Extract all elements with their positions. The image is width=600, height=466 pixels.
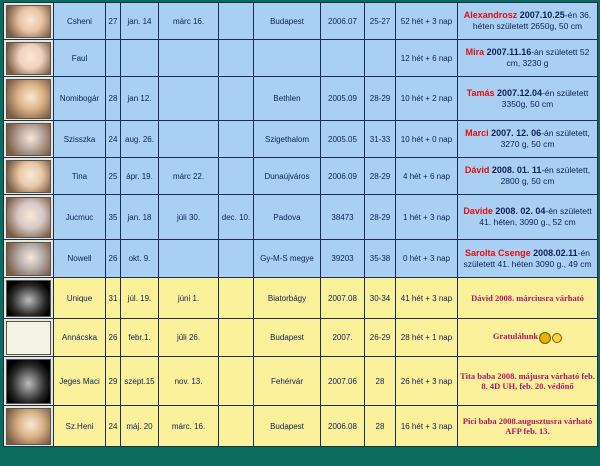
table-row bbox=[4, 3, 598, 40]
name-cell: Sz.Heni bbox=[54, 406, 106, 447]
baby-name: Marci bbox=[465, 128, 489, 139]
date-cell bbox=[159, 121, 219, 158]
date-cell bbox=[159, 240, 219, 278]
photo-cell bbox=[4, 319, 54, 357]
name-cell: Tina bbox=[54, 158, 106, 195]
baby-name: Tamás bbox=[466, 87, 495, 98]
table-row bbox=[4, 278, 598, 319]
date-cell: jan 12. bbox=[121, 77, 159, 121]
date-cell: jan. 18 bbox=[121, 195, 159, 240]
baby-photo bbox=[6, 160, 51, 193]
bmi-cell: 28-29 bbox=[365, 158, 396, 195]
week-cell: 41 hét + 3 nap bbox=[396, 278, 458, 319]
table-body bbox=[4, 3, 598, 447]
age-cell: 26 bbox=[106, 240, 121, 278]
city-cell: Budapest bbox=[254, 406, 321, 447]
bmi-cell: 28 bbox=[365, 357, 396, 406]
date-cell bbox=[219, 158, 254, 195]
date-cell bbox=[159, 40, 219, 77]
year-cell: 39203 bbox=[321, 240, 365, 278]
week-cell: 4 hét + 6 nap bbox=[396, 158, 458, 195]
date-cell: jan. 14 bbox=[121, 3, 159, 40]
expected-note: Tita baba 2008. májusra várható feb. 8. 4D UH, feb. 20. védőnő bbox=[460, 370, 595, 391]
date-cell bbox=[121, 40, 159, 77]
baby-photo bbox=[6, 242, 51, 276]
baby-name: Mira bbox=[465, 47, 485, 58]
week-cell: 12 hét + 6 nap bbox=[396, 40, 458, 77]
name-cell: Jucmuc bbox=[54, 195, 106, 240]
date-cell bbox=[219, 357, 254, 406]
year-cell: 38473 bbox=[321, 195, 365, 240]
date-cell bbox=[219, 319, 254, 357]
bmi-cell: 28-29 bbox=[365, 195, 396, 240]
expected-note-cell bbox=[458, 319, 598, 357]
age-cell: 35 bbox=[106, 195, 121, 240]
table-row bbox=[4, 240, 598, 278]
week-cell: 16 hét + 3 nap bbox=[396, 406, 458, 447]
bmi-cell: 26-29 bbox=[365, 319, 396, 357]
photo-cell bbox=[4, 158, 54, 195]
table-row bbox=[4, 40, 598, 77]
bmi-cell: 25-27 bbox=[365, 3, 396, 40]
photo-cell bbox=[4, 240, 54, 278]
ultrasound-image bbox=[6, 359, 51, 404]
year-cell: 2005.09 bbox=[321, 77, 365, 121]
smiley-icon bbox=[552, 333, 562, 343]
baby-name: Sarolta Csenge bbox=[465, 247, 531, 258]
birth-details: -én született, 2800 g, 50 cm bbox=[500, 165, 591, 187]
age-cell: 27 bbox=[106, 3, 121, 40]
age-cell bbox=[106, 40, 121, 77]
birth-details: -án született, 3270 g, 50 cm bbox=[500, 128, 590, 150]
expected-note-cell bbox=[458, 278, 598, 319]
photo-cell bbox=[4, 3, 54, 40]
age-cell: 24 bbox=[106, 406, 121, 447]
age-cell: 29 bbox=[106, 357, 121, 406]
baby-photo bbox=[6, 79, 51, 119]
birth-date: 2007.10.25 bbox=[517, 10, 565, 21]
age-cell: 26 bbox=[106, 319, 121, 357]
birth-date: 2007.12.04 bbox=[494, 87, 543, 98]
table-row bbox=[4, 406, 598, 447]
city-cell: Fehérvár bbox=[254, 357, 321, 406]
birth-news-cell bbox=[458, 77, 598, 121]
year-cell bbox=[321, 40, 365, 77]
city-cell: Gy-M-S megye bbox=[254, 240, 321, 278]
name-cell: Nomibogár bbox=[54, 77, 106, 121]
baby-photo bbox=[6, 197, 51, 238]
age-cell: 28 bbox=[106, 77, 121, 121]
year-cell: 2006.07 bbox=[321, 3, 365, 40]
date-cell: máj. 20 bbox=[121, 406, 159, 447]
baby-photo bbox=[6, 123, 51, 156]
date-cell bbox=[219, 40, 254, 77]
table-row bbox=[4, 357, 598, 406]
photo-cell bbox=[4, 195, 54, 240]
date-cell bbox=[219, 278, 254, 319]
week-cell: 10 hét + 0 nap bbox=[396, 121, 458, 158]
date-cell: júli 26. bbox=[159, 319, 219, 357]
date-cell: febr.1. bbox=[121, 319, 159, 357]
birth-news-cell bbox=[458, 121, 598, 158]
city-cell: Dunaújváros bbox=[254, 158, 321, 195]
birth-date: 2007.11.16 bbox=[484, 47, 532, 58]
name-cell: Nowell bbox=[54, 240, 106, 278]
year-cell: 2006.09 bbox=[321, 158, 365, 195]
year-cell: 2007. bbox=[321, 319, 365, 357]
date-cell: ápr. 19. bbox=[121, 158, 159, 195]
age-cell: 25 bbox=[106, 158, 121, 195]
date-cell: júli 30. bbox=[159, 195, 219, 240]
bmi-cell: 28-29 bbox=[365, 77, 396, 121]
week-cell: 1 hét + 3 nap bbox=[396, 195, 458, 240]
date-cell: márc 16. bbox=[159, 3, 219, 40]
birth-details: -én 36. héten született 2650g, 50 cm bbox=[472, 10, 592, 32]
photo-cell bbox=[4, 40, 54, 77]
birth-news-cell bbox=[458, 158, 598, 195]
age-cell: 24 bbox=[106, 121, 121, 158]
birth-date: 2007. 12. 06 bbox=[488, 128, 542, 139]
name-cell: Szisszka bbox=[54, 121, 106, 158]
bmi-cell bbox=[365, 40, 396, 77]
name-cell: Faul bbox=[54, 40, 106, 77]
baby-name: Alexandrosz bbox=[463, 10, 518, 21]
date-cell: aug. 26. bbox=[121, 121, 159, 158]
birth-date: 2008. 02. 04 bbox=[492, 206, 546, 217]
baby-photo bbox=[6, 5, 51, 38]
table-row bbox=[4, 319, 598, 357]
week-cell: 28 hét + 1 nap bbox=[396, 319, 458, 357]
city-cell: Biatorbágy bbox=[254, 278, 321, 319]
date-cell bbox=[219, 240, 254, 278]
birth-date: 2008. 01. 11 bbox=[489, 165, 542, 176]
birth-details: -én született 41. héten 3090 g., 49 cm bbox=[463, 247, 592, 269]
year-cell: 2007.06 bbox=[321, 357, 365, 406]
city-cell: Bethlen bbox=[254, 77, 321, 121]
date-cell: nov. 13. bbox=[159, 357, 219, 406]
birth-date: 2008.02.11 bbox=[530, 247, 578, 258]
pregnancy-table-container bbox=[3, 2, 597, 447]
birth-news-cell bbox=[458, 195, 598, 240]
year-cell: 2006.08 bbox=[321, 406, 365, 447]
date-cell: szept.15 bbox=[121, 357, 159, 406]
baby-name: Davide bbox=[463, 206, 493, 217]
photo-cell bbox=[4, 357, 54, 406]
expected-note-cell bbox=[458, 406, 598, 447]
birth-news-cell bbox=[458, 3, 598, 40]
baby-name: Dávid bbox=[464, 165, 490, 176]
photo-cell bbox=[4, 406, 54, 447]
photo-cell bbox=[4, 121, 54, 158]
table-row bbox=[4, 195, 598, 240]
expected-note: Pici baba 2008.augusztusra várható AFP feb. 13. bbox=[462, 415, 593, 436]
city-cell: Budapest bbox=[254, 319, 321, 357]
year-cell: 2007.08 bbox=[321, 278, 365, 319]
table-row bbox=[4, 158, 598, 195]
name-cell: Unique bbox=[54, 278, 106, 319]
birth-details: -án született 52 cm, 3230 g bbox=[506, 47, 590, 69]
date-cell bbox=[159, 77, 219, 121]
name-cell: Annácska bbox=[54, 319, 106, 357]
photo-cell bbox=[4, 278, 54, 319]
date-cell: júl. 19. bbox=[121, 278, 159, 319]
expected-note-cell bbox=[458, 357, 598, 406]
week-cell: 52 hét + 3 nap bbox=[396, 3, 458, 40]
date-cell: dec. 10. bbox=[219, 195, 254, 240]
date-cell bbox=[219, 77, 254, 121]
baby-photo bbox=[6, 321, 51, 355]
table-row bbox=[4, 77, 598, 121]
city-cell: Szigethalom bbox=[254, 121, 321, 158]
ultrasound-image bbox=[6, 280, 51, 317]
age-cell: 31 bbox=[106, 278, 121, 319]
city-cell: Padova bbox=[254, 195, 321, 240]
week-cell: 26 hét + 3 nap bbox=[396, 357, 458, 406]
bmi-cell: 30-34 bbox=[365, 278, 396, 319]
pregnancy-table bbox=[3, 2, 598, 447]
name-cell: Csheni bbox=[54, 3, 106, 40]
date-cell: márc. 16. bbox=[159, 406, 219, 447]
week-cell: 10 hét + 2 nap bbox=[396, 77, 458, 121]
baby-photo bbox=[6, 408, 51, 445]
birth-news-cell bbox=[458, 240, 598, 278]
name-cell: Jeges Maci bbox=[54, 357, 106, 406]
smiley-icon bbox=[539, 332, 551, 344]
date-cell: márc 22. bbox=[159, 158, 219, 195]
birth-news-cell bbox=[458, 40, 598, 77]
date-cell: okt. 9. bbox=[121, 240, 159, 278]
expected-note: Dávid 2008. márciusra várható bbox=[471, 292, 584, 303]
bmi-cell: 28 bbox=[365, 406, 396, 447]
birth-details: -én született 41. héten, 3090 g., 52 cm bbox=[479, 206, 592, 228]
birth-details: -én született 3350g, 50 cm bbox=[501, 87, 589, 109]
year-cell: 2005.05 bbox=[321, 121, 365, 158]
week-cell: 0 hét + 3 nap bbox=[396, 240, 458, 278]
photo-cell bbox=[4, 77, 54, 121]
city-cell bbox=[254, 40, 321, 77]
expected-note: Gratulálunk bbox=[492, 331, 539, 342]
table-row bbox=[4, 121, 598, 158]
baby-photo bbox=[6, 42, 51, 75]
bmi-cell: 35-38 bbox=[365, 240, 396, 278]
bmi-cell: 31-33 bbox=[365, 121, 396, 158]
city-cell: Budapest bbox=[254, 3, 321, 40]
date-cell bbox=[219, 121, 254, 158]
date-cell bbox=[219, 3, 254, 40]
date-cell: júni 1. bbox=[159, 278, 219, 319]
date-cell bbox=[219, 406, 254, 447]
